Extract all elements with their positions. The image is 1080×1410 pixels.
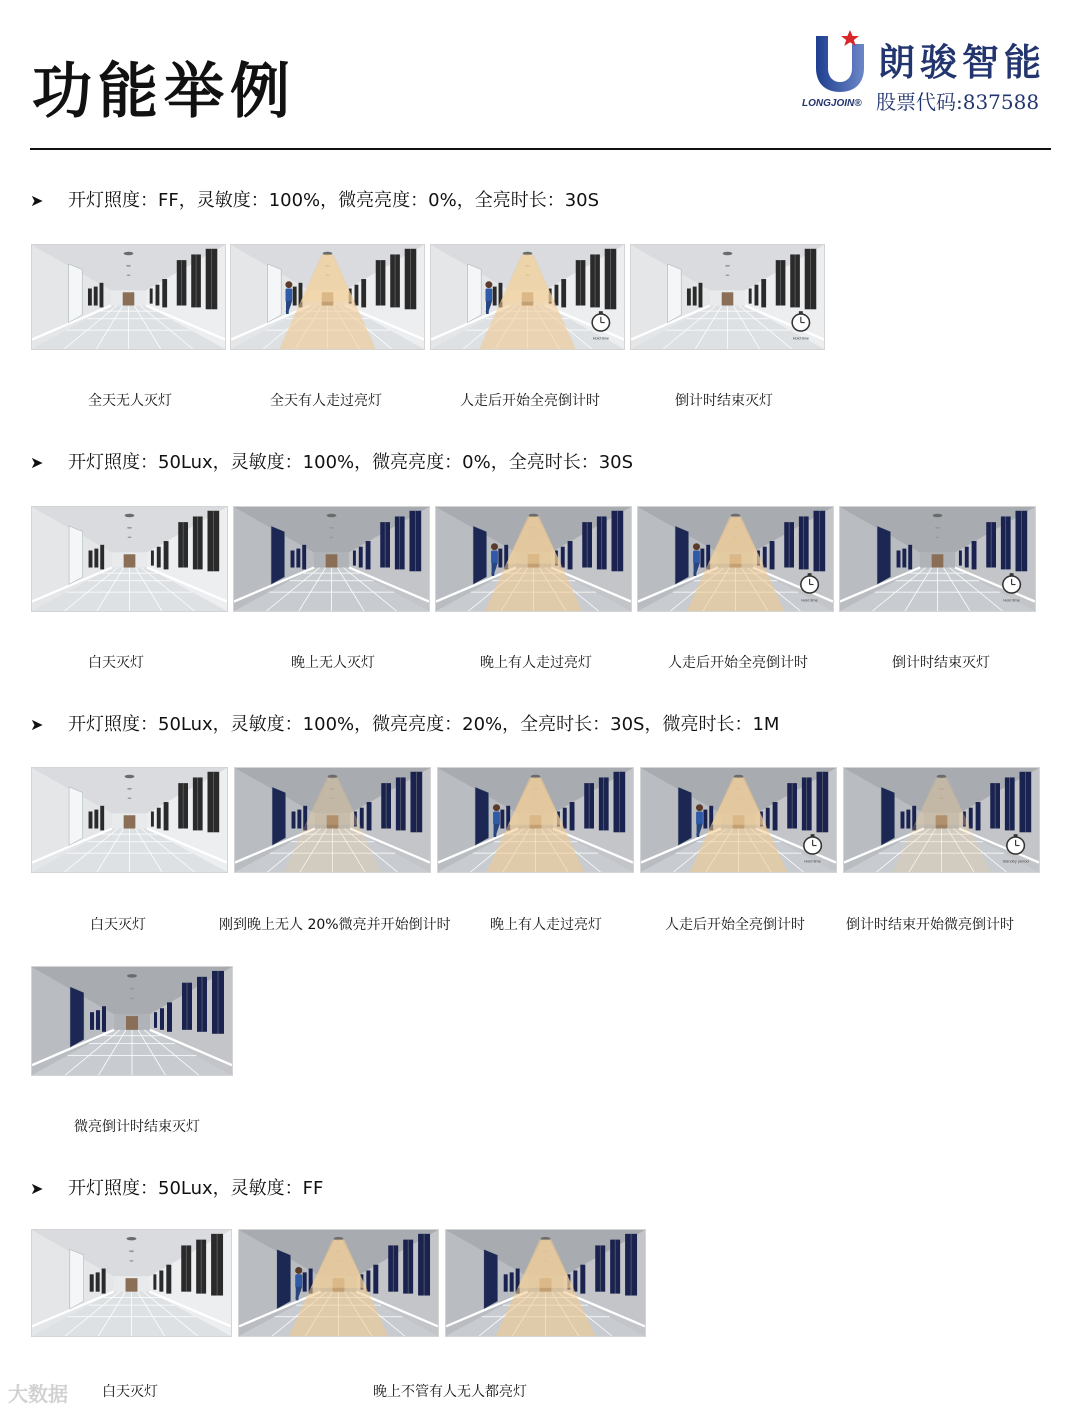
scene-caption: 白天灭灯 [90, 917, 146, 933]
scene-caption: 晚上无人灭灯 [291, 655, 375, 671]
svg-text:Hold time: Hold time [801, 598, 818, 603]
svg-text:Hold time: Hold time [792, 336, 809, 341]
bullet-arrow-icon: ➤ [30, 715, 44, 734]
scene-caption: 晚上有人走过亮灯 [480, 655, 592, 671]
corridor-scene-drawing [32, 768, 227, 872]
scene-caption: 人走后开始全亮倒计时 [668, 655, 808, 671]
corridor-scene-drawing [436, 507, 631, 611]
section-2-header-text: 开灯照度：50Lux，灵敏度：100%，微亮亮度：0%，全亮时长：30S [68, 452, 634, 473]
corridor-scene-drawing [844, 768, 1039, 872]
section-1-header [30, 186, 599, 212]
scene-caption: 晚上不管有人无人都亮灯 [373, 1384, 527, 1400]
section-4-header [30, 1174, 323, 1200]
svg-text:Standby period: Standby period [1002, 859, 1029, 864]
corridor-scene-drawing [438, 768, 633, 872]
scene-image [31, 767, 228, 873]
bullet-arrow-icon: ➤ [30, 1179, 44, 1198]
company-logo [800, 26, 1060, 118]
section-3-header [30, 710, 779, 736]
corridor-scene-drawing [32, 967, 232, 1075]
corridor-scene-drawing [32, 507, 227, 611]
section-3-header-text: 开灯照度：50Lux，灵敏度：100%，微亮亮度：20%，全亮时长：30S，微亮时长：1M [68, 714, 780, 735]
corridor-scene-drawing [32, 245, 225, 349]
corridor-scene-drawing [840, 507, 1035, 611]
scene-image [445, 1229, 646, 1337]
scene-caption: 微亮倒计时结束灭灯 [74, 1119, 200, 1135]
corridor-scene-drawing [638, 507, 833, 611]
logo-brand-latin: LONGJOIN® [802, 98, 862, 109]
section-4-header-text: 开灯照度：50Lux，灵敏度：FF [68, 1178, 324, 1199]
scene-caption: 白天灭灯 [102, 1384, 158, 1400]
corridor-scene-drawing [641, 768, 836, 872]
scene-caption: 刚到晚上无人 20%微亮并开始倒计时 [219, 917, 451, 933]
corridor-scene-drawing [431, 245, 624, 349]
scene-caption: 倒计时结束灭灯 [675, 393, 773, 409]
scene-image [31, 966, 233, 1076]
bullet-arrow-icon: ➤ [30, 191, 44, 210]
scene-caption: 倒计时结束开始微亮倒计时 [846, 917, 1014, 933]
header-divider [30, 148, 1051, 150]
scene-image [233, 506, 430, 612]
svg-text:Hold time: Hold time [804, 859, 821, 864]
scene-caption: 倒计时结束灭灯 [892, 655, 990, 671]
scene-caption: 人走后开始全亮倒计时 [665, 917, 805, 933]
page-title: 功能举例 [32, 57, 296, 127]
logo-company-name: 朗骏智能 [878, 40, 1046, 84]
scene-image [234, 767, 431, 873]
section-2-header [30, 448, 633, 474]
bullet-arrow-icon: ➤ [30, 453, 44, 472]
scene-caption: 全天有人走过亮灯 [270, 393, 382, 409]
scene-image [31, 506, 228, 612]
scene-caption: 晚上有人走过亮灯 [490, 917, 602, 933]
scene-image [31, 1229, 232, 1337]
scene-image [238, 1229, 439, 1337]
scene-image [230, 244, 425, 350]
scene-caption: 人走后开始全亮倒计时 [460, 393, 600, 409]
logo-mark-icon [808, 30, 872, 94]
scene-caption: 白天灭灯 [88, 655, 144, 671]
scene-caption: 全天无人灭灯 [88, 393, 172, 409]
scene-image [435, 506, 632, 612]
corridor-scene-drawing [231, 245, 424, 349]
corridor-scene-drawing [32, 1230, 231, 1336]
watermark: 大数据 [8, 1382, 68, 1406]
corridor-scene-drawing [235, 768, 430, 872]
logo-stock-code: 股票代码:837588 [876, 90, 1040, 114]
corridor-scene-drawing [631, 245, 824, 349]
scene-image [630, 244, 825, 350]
svg-text:Hold time: Hold time [1003, 598, 1020, 603]
scene-image [430, 244, 625, 350]
corridor-scene-drawing [234, 507, 429, 611]
scene-image [843, 767, 1040, 873]
scene-image [637, 506, 834, 612]
corridor-scene-drawing [446, 1230, 645, 1336]
scene-image [640, 767, 837, 873]
scene-image [839, 506, 1036, 612]
corridor-scene-drawing [239, 1230, 438, 1336]
section-1-header-text: 开灯照度：FF，灵敏度：100%，微亮亮度：0%，全亮时长：30S [68, 190, 600, 211]
svg-text:Hold time: Hold time [592, 336, 609, 341]
scene-image [31, 244, 226, 350]
scene-image [437, 767, 634, 873]
